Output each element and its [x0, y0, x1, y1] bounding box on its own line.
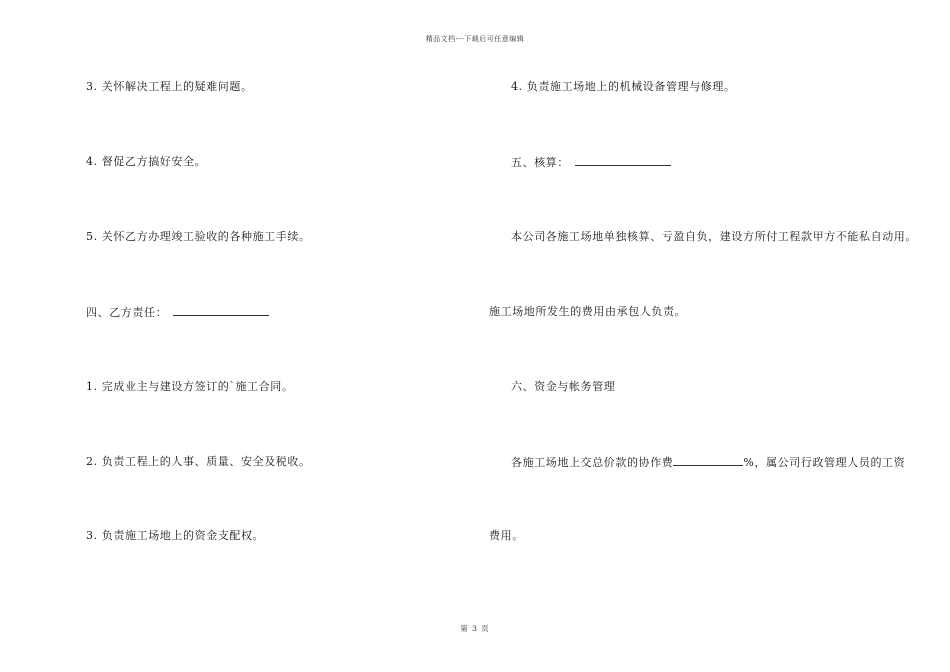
section-five-heading [511, 155, 671, 170]
section-four-title: 四、乙方责任： [86, 306, 168, 319]
left-item-4: 4. 督促乙方搞好安全。 [86, 155, 207, 168]
left-item-b2: 2. 负责工程上的人事、质量、安全及税收。 [86, 455, 311, 468]
fund-paragraph-part2: %，属公司行政管理人员的工资 [743, 456, 906, 469]
section-six-heading: 六、资金与帐务管理 [511, 380, 616, 393]
left-item-3: 3. 关怀解决工程上的疑难问题。 [86, 80, 253, 93]
section-four-heading [86, 305, 269, 320]
page-number: 第 3 页 [460, 624, 490, 633]
accounting-paragraph: 本公司各施工场地单独核算、亏盈自负，建设方所付工程款甲方不能私自动用。 [511, 230, 917, 243]
fill-in-blank [173, 305, 269, 316]
accounting-paragraph-cont: 施工场地所发生的费用由承包人负责。 [489, 305, 687, 318]
page-header: 精品文档---下载后可任意编辑 [425, 35, 525, 43]
left-item-b1: 1. 完成业主与建设方签订的`施工合同。 [86, 380, 294, 393]
section-five-title: 五、核算： [511, 156, 569, 169]
fund-paragraph-cont: 费用。 [489, 529, 524, 542]
left-item-5: 5. 关怀乙方办理竣工验收的各种施工手续。 [86, 230, 311, 243]
left-item-b3: 3. 负责施工场地上的资金支配权。 [86, 529, 265, 542]
fill-in-blank [575, 155, 671, 166]
right-item-4: 4. 负责施工场地上的机械设备管理与修理。 [511, 80, 736, 93]
fund-paragraph [511, 455, 905, 470]
fund-paragraph-part1: 各施工场地上交总价款的协作费 [511, 456, 674, 469]
fill-in-blank [673, 455, 743, 466]
